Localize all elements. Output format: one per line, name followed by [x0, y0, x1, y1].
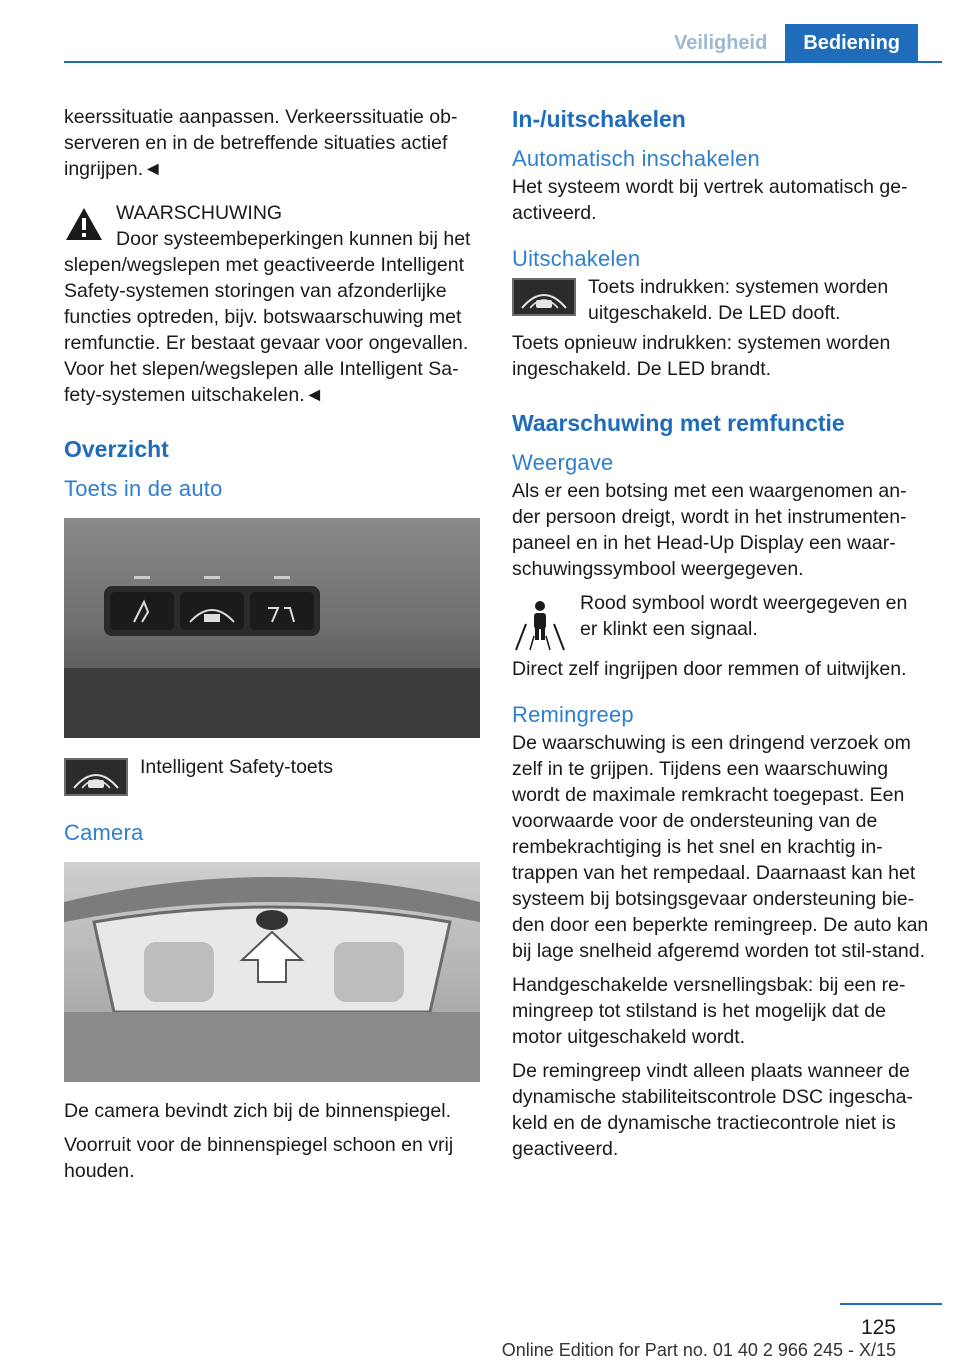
- header-tabs: [656, 24, 918, 62]
- pedestrian-warning-icon: [512, 596, 568, 652]
- camera-clean-text: Voorruit voor de binnenspiegel schoon en vrij houden.: [64, 1134, 454, 1182]
- heading-overview: Overzicht: [64, 436, 169, 462]
- heading-display: Weergave: [512, 450, 614, 475]
- heading-on-off: In-/uitschakelen: [512, 106, 686, 132]
- page-number: 125: [860, 1316, 896, 1339]
- intelligent-safety-button-icon: [64, 758, 128, 796]
- footer-divider: [840, 1303, 942, 1305]
- heading-switch-off: Uitschakelen: [512, 246, 641, 271]
- brake-paragraph-1: De waarschuwing is een dringend verzoek om zelf in te grijpen. Tijdens een waarschuwing wordt de maximale remkracht toegepast. Een voorwaarde voor de ondersteuning van de rembekrachtiging is het snel en krachtig in-trappen van het rempedaal. Daarnaast kan het systeem bij botsingsgevaar ondersteuning bie-den door een beperkte remingreep. De auto kan bij lage snelheid afgeremd worden tot stil-stand.: [512, 732, 929, 962]
- tab-veiligheid[interactable]: Veiligheid: [673, 32, 768, 54]
- heading-button-in-car: Toets in de auto: [64, 476, 223, 501]
- heading-brake-intervention: Remingreep: [512, 702, 634, 727]
- heading-warning-brake: Waarschuwing met remfunctie: [512, 410, 845, 436]
- button-caption: Intelligent Safety-toets: [140, 756, 333, 778]
- edition-footer: Online Edition for Part no. 01 40 2 966 245 - X/15: [501, 1340, 896, 1360]
- tab-bediening[interactable]: Bediening: [785, 24, 918, 62]
- intelligent-safety-button-icon: [512, 278, 576, 316]
- button-caption-row: [64, 754, 482, 796]
- right-column: [512, 104, 930, 1170]
- display-text: Als er een botsing met een waargenomen an-der persoon dreigt, wordt in het instrumenten-paneel en in het Head-Up Display een waar-schuwingssymbool weergegeven.: [512, 480, 907, 580]
- auto-on-text: Het systeem wordt bij vertrek automatisch ge-activeerd.: [512, 176, 908, 224]
- switch-off-text: Toets indrukken: systemen worden uitgeschakeld. De LED dooft.: [588, 276, 889, 324]
- switch-off-row: [512, 274, 930, 326]
- brake-paragraph-3: De remingreep vindt alleen plaats wanneer de dynamische stabiliteitscontrole DSC ingescha-keld en de dynamische tractiecontrole niet is geactiveerd.: [512, 1060, 914, 1160]
- red-symbol-text: Rood symbool wordt weergegeven en er klinkt een signaal.: [580, 592, 908, 640]
- left-column: [64, 104, 482, 1192]
- header-divider: [64, 61, 942, 63]
- warning-triangle-icon: [64, 206, 104, 242]
- intro-paragraph: keerssituatie aanpassen. Verkeerssituatie ob-serveren en in de betreffende situaties actief ingrijpen.◄: [64, 106, 458, 180]
- heading-auto-on: Automatisch inschakelen: [512, 146, 760, 171]
- button-panel-photo: [64, 518, 480, 738]
- heading-camera: Camera: [64, 820, 144, 845]
- warning-text: Door systeembeperkingen kunnen bij het slepen/wegslepen met geactiveerde Intelligent Safety-systemen storingen van afzonderlijke functies optreden, bijv. botswaarschuwing met remfunctie. Er bestaat gevaar voor ongevallen. Voor het slepen/wegslepen alle Intelligent Sa-fety-systemen uitschakelen.◄: [64, 228, 471, 406]
- warning-block: [64, 200, 482, 408]
- switch-on-again-text: Toets opnieuw indrukken: systemen worden ingeschakeld. De LED brandt.: [512, 332, 891, 380]
- brake-paragraph-2: Handgeschakelde versnellingsbak: bij een re-mingreep tot stilstand is het mogelijk dat de motor uitgeschakeld wordt.: [512, 974, 906, 1048]
- warning-title: WAARSCHUWING: [116, 202, 283, 224]
- red-symbol-row: [512, 590, 930, 652]
- camera-photo: [64, 862, 480, 1082]
- direct-action-text: Direct zelf ingrijpen door remmen of uitwijken.: [512, 658, 907, 680]
- camera-location-text: De camera bevindt zich bij de binnenspiegel.: [64, 1100, 451, 1122]
